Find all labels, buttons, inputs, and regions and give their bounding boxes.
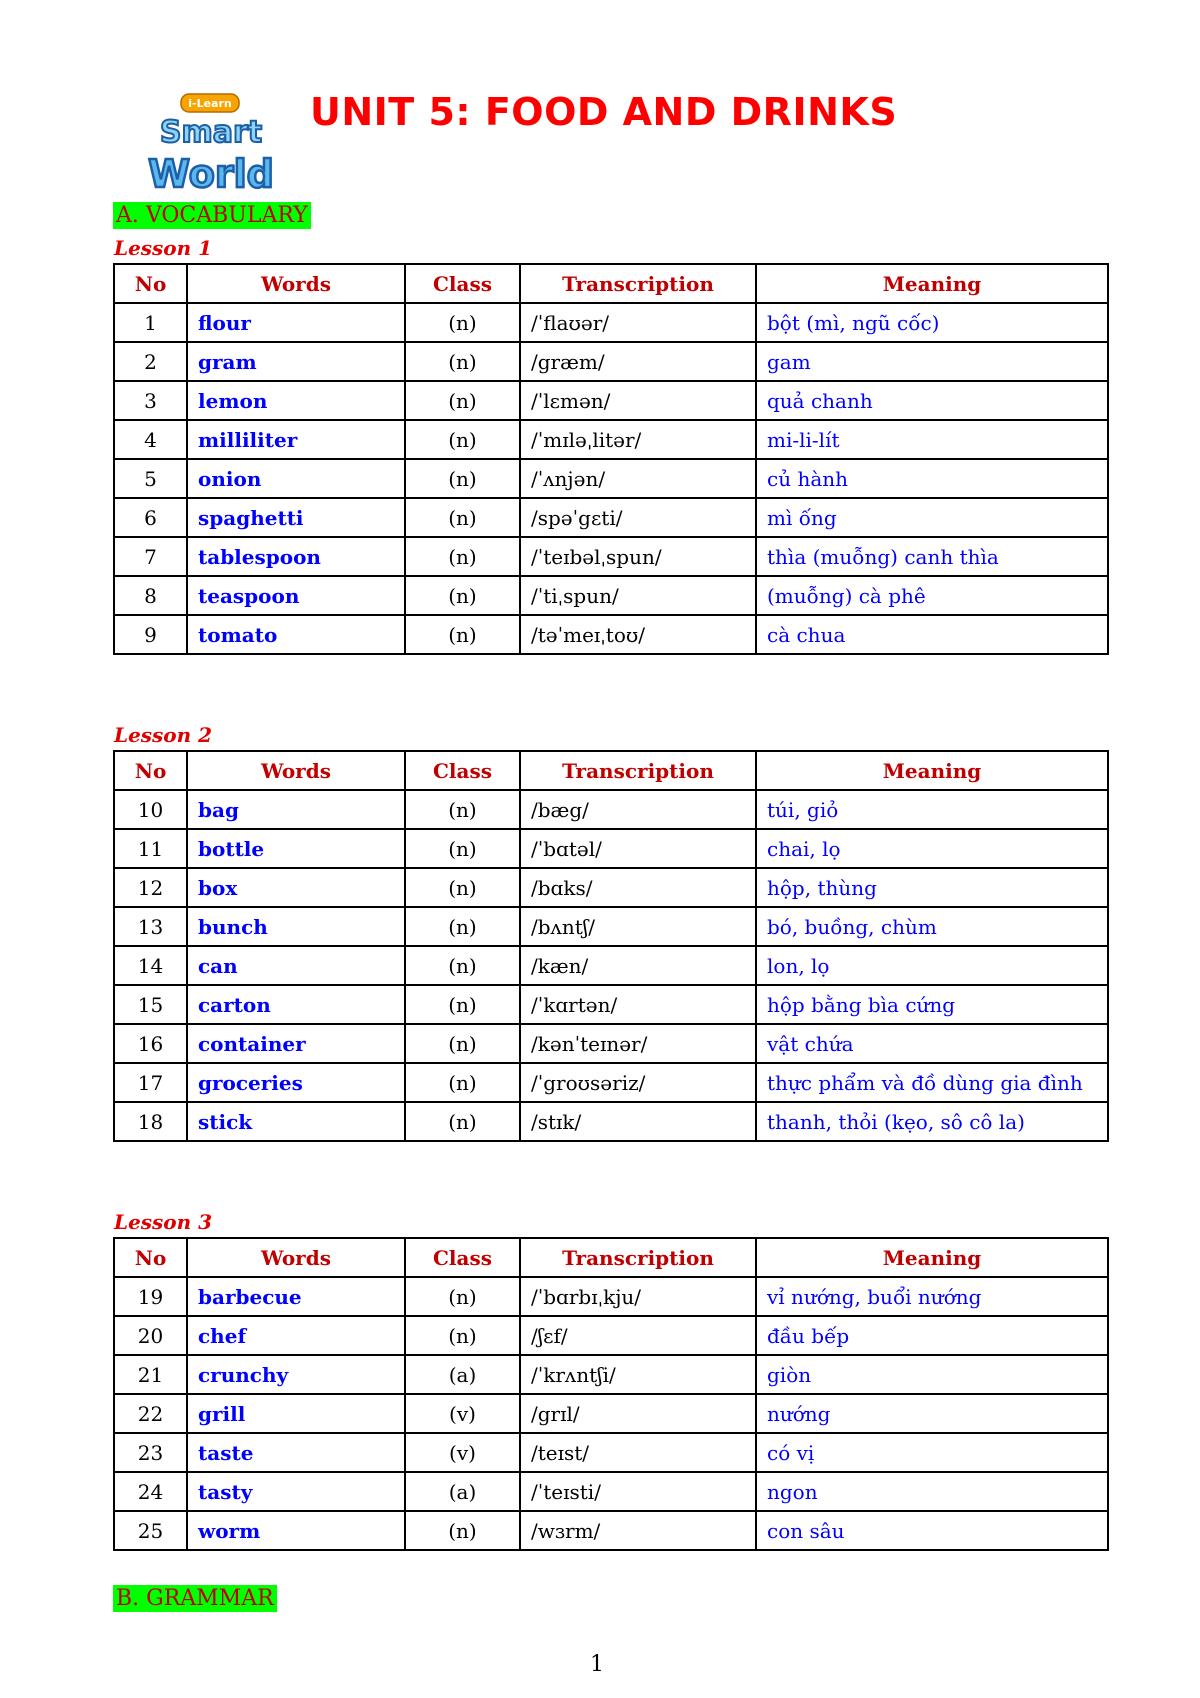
col-header-no: No (114, 264, 187, 303)
table-row (114, 1316, 1108, 1355)
cell-class: (n) (405, 342, 520, 381)
cell-transcription: /grɪl/ (520, 1394, 756, 1433)
cell-class: (n) (405, 790, 520, 829)
cell-meaning: gam (756, 342, 1108, 381)
cell-transcription: /kənˈteɪnər/ (520, 1024, 756, 1063)
cell-word: stick (187, 1102, 405, 1141)
cell-transcription: /ˈkɑrtən/ (520, 985, 756, 1024)
lesson-3-heading: Lesson 3 (114, 1210, 213, 1234)
cell-word: milliliter (187, 420, 405, 459)
cell-transcription: /ˈgroʊsəriz/ (520, 1063, 756, 1102)
section-vocabulary-heading: A. VOCABULARY (113, 202, 311, 229)
cell-word: carton (187, 985, 405, 1024)
cell-transcription: /ˈflaʊər/ (520, 303, 756, 342)
cell-no: 21 (114, 1355, 187, 1394)
cell-class: (n) (405, 1102, 520, 1141)
cell-word: barbecue (187, 1277, 405, 1316)
cell-class: (n) (405, 381, 520, 420)
cell-meaning: vật chứa (756, 1024, 1108, 1063)
cell-class: (n) (405, 498, 520, 537)
cell-transcription: /ˈlɛmən/ (520, 381, 756, 420)
vocab-table-lesson-2 (113, 750, 1109, 1142)
cell-meaning: lon, lọ (756, 946, 1108, 985)
cell-transcription: /ˈmɪləˌlitər/ (520, 420, 756, 459)
cell-class: (n) (405, 459, 520, 498)
cell-transcription: /ˈtiˌspun/ (520, 576, 756, 615)
cell-meaning: vỉ nướng, buổi nướng (756, 1277, 1108, 1316)
cell-no: 6 (114, 498, 187, 537)
cell-meaning: đầu bếp (756, 1316, 1108, 1355)
table-row (114, 1063, 1108, 1102)
cell-no: 20 (114, 1316, 187, 1355)
cell-meaning: giòn (756, 1355, 1108, 1394)
cell-class: (a) (405, 1355, 520, 1394)
cell-meaning: túi, giỏ (756, 790, 1108, 829)
table-row (114, 342, 1108, 381)
cell-word: grill (187, 1394, 405, 1433)
cell-no: 12 (114, 868, 187, 907)
cell-no: 19 (114, 1277, 187, 1316)
cell-transcription: /ˈkrʌntʃi/ (520, 1355, 756, 1394)
lesson-1-heading: Lesson 1 (114, 236, 213, 260)
col-header-meaning: Meaning (756, 751, 1108, 790)
cell-class: (v) (405, 1433, 520, 1472)
cell-meaning: nướng (756, 1394, 1108, 1433)
logo-world-text: World (148, 152, 274, 196)
cell-meaning: mi-li-lít (756, 420, 1108, 459)
cell-class: (n) (405, 420, 520, 459)
table-row (114, 1355, 1108, 1394)
cell-class: (a) (405, 1472, 520, 1511)
col-header-class: Class (405, 1238, 520, 1277)
cell-word: taste (187, 1433, 405, 1472)
cell-word: tablespoon (187, 537, 405, 576)
table-row (114, 576, 1108, 615)
col-header-class: Class (405, 264, 520, 303)
cell-word: box (187, 868, 405, 907)
cell-word: container (187, 1024, 405, 1063)
cell-class: (n) (405, 303, 520, 342)
cell-word: crunchy (187, 1355, 405, 1394)
col-header-transcription: Transcription (520, 1238, 756, 1277)
cell-word: spaghetti (187, 498, 405, 537)
cell-meaning: bó, buồng, chùm (756, 907, 1108, 946)
cell-word: tasty (187, 1472, 405, 1511)
cell-no: 14 (114, 946, 187, 985)
cell-class: (n) (405, 615, 520, 654)
cell-meaning: bột (mì, ngũ cốc) (756, 303, 1108, 342)
col-header-transcription: Transcription (520, 751, 756, 790)
table-row (114, 790, 1108, 829)
cell-class: (n) (405, 868, 520, 907)
cell-transcription: /teɪst/ (520, 1433, 756, 1472)
cell-class: (n) (405, 1316, 520, 1355)
cell-no: 25 (114, 1511, 187, 1550)
cell-no: 7 (114, 537, 187, 576)
cell-transcription: /ˈteɪsti/ (520, 1472, 756, 1511)
cell-transcription: /ˈbɑtəl/ (520, 829, 756, 868)
table-row (114, 459, 1108, 498)
cell-word: onion (187, 459, 405, 498)
cell-word: flour (187, 303, 405, 342)
cell-class: (n) (405, 1024, 520, 1063)
cell-meaning: chai, lọ (756, 829, 1108, 868)
cell-no: 1 (114, 303, 187, 342)
cell-no: 24 (114, 1472, 187, 1511)
cell-word: groceries (187, 1063, 405, 1102)
cell-transcription: /wɜrm/ (520, 1511, 756, 1550)
smart-world-logo (137, 92, 285, 204)
table-row (114, 1511, 1108, 1550)
cell-no: 13 (114, 907, 187, 946)
cell-transcription: /stɪk/ (520, 1102, 756, 1141)
cell-transcription: /spəˈgɛti/ (520, 498, 756, 537)
table-row (114, 537, 1108, 576)
cell-word: teaspoon (187, 576, 405, 615)
cell-meaning: thìa (muỗng) canh thìa (756, 537, 1108, 576)
table-row (114, 1394, 1108, 1433)
cell-meaning: (muỗng) cà phê (756, 576, 1108, 615)
cell-no: 18 (114, 1102, 187, 1141)
table-row (114, 303, 1108, 342)
cell-no: 11 (114, 829, 187, 868)
cell-word: can (187, 946, 405, 985)
cell-word: bottle (187, 829, 405, 868)
table-row (114, 1277, 1108, 1316)
cell-meaning: củ hành (756, 459, 1108, 498)
table-header-row (114, 751, 1108, 790)
cell-transcription: /kæn/ (520, 946, 756, 985)
cell-transcription: /bʌntʃ/ (520, 907, 756, 946)
col-header-meaning: Meaning (756, 264, 1108, 303)
cell-word: worm (187, 1511, 405, 1550)
cell-word: bag (187, 790, 405, 829)
cell-word: chef (187, 1316, 405, 1355)
cell-transcription: /ˈteɪbəlˌspun/ (520, 537, 756, 576)
cell-no: 22 (114, 1394, 187, 1433)
section-grammar-heading: B. GRAMMAR (113, 1585, 277, 1612)
cell-word: lemon (187, 381, 405, 420)
col-header-transcription: Transcription (520, 264, 756, 303)
cell-transcription: /ˈbɑrbɪˌkju/ (520, 1277, 756, 1316)
page-number: 1 (590, 1652, 604, 1677)
table-row (114, 946, 1108, 985)
cell-meaning: cà chua (756, 615, 1108, 654)
cell-transcription: /ʃɛf/ (520, 1316, 756, 1355)
col-header-words: Words (187, 1238, 405, 1277)
col-header-class: Class (405, 751, 520, 790)
table-row (114, 1472, 1108, 1511)
cell-no: 9 (114, 615, 187, 654)
cell-no: 3 (114, 381, 187, 420)
cell-class: (n) (405, 1277, 520, 1316)
cell-class: (n) (405, 829, 520, 868)
table-row (114, 615, 1108, 654)
table-row (114, 985, 1108, 1024)
cell-meaning: có vị (756, 1433, 1108, 1472)
cell-meaning: hộp bằng bìa cứng (756, 985, 1108, 1024)
table-row (114, 868, 1108, 907)
page-title: UNIT 5: FOOD AND DRINKS (310, 90, 898, 134)
cell-transcription: /græm/ (520, 342, 756, 381)
cell-meaning: thực phẩm và đồ dùng gia đình (756, 1063, 1108, 1102)
cell-word: gram (187, 342, 405, 381)
cell-no: 16 (114, 1024, 187, 1063)
cell-no: 2 (114, 342, 187, 381)
cell-meaning: quả chanh (756, 381, 1108, 420)
cell-class: (n) (405, 907, 520, 946)
cell-transcription: /ˈʌnjən/ (520, 459, 756, 498)
logo-smart-text: Smart (159, 115, 263, 150)
col-header-meaning: Meaning (756, 1238, 1108, 1277)
cell-meaning: con sâu (756, 1511, 1108, 1550)
table-row (114, 1433, 1108, 1472)
table-row (114, 907, 1108, 946)
cell-class: (n) (405, 985, 520, 1024)
lesson-2-heading: Lesson 2 (114, 723, 213, 747)
vocab-table-lesson-1 (113, 263, 1109, 655)
cell-class: (n) (405, 576, 520, 615)
table-row (114, 829, 1108, 868)
cell-transcription: /bæg/ (520, 790, 756, 829)
cell-transcription: /bɑks/ (520, 868, 756, 907)
cell-word: bunch (187, 907, 405, 946)
cell-no: 5 (114, 459, 187, 498)
cell-no: 4 (114, 420, 187, 459)
table-row (114, 1102, 1108, 1141)
cell-meaning: thanh, thỏi (kẹo, sô cô la) (756, 1102, 1108, 1141)
table-header-row (114, 1238, 1108, 1277)
vocab-table-lesson-3 (113, 1237, 1109, 1551)
cell-meaning: hộp, thùng (756, 868, 1108, 907)
cell-class: (n) (405, 946, 520, 985)
table-row (114, 420, 1108, 459)
logo-tag-text: i-Learn (188, 97, 232, 110)
cell-no: 15 (114, 985, 187, 1024)
cell-no: 23 (114, 1433, 187, 1472)
col-header-no: No (114, 751, 187, 790)
cell-no: 17 (114, 1063, 187, 1102)
cell-no: 8 (114, 576, 187, 615)
table-row (114, 1024, 1108, 1063)
table-row (114, 498, 1108, 537)
col-header-words: Words (187, 264, 405, 303)
cell-class: (n) (405, 537, 520, 576)
cell-no: 10 (114, 790, 187, 829)
col-header-words: Words (187, 751, 405, 790)
cell-meaning: mì ống (756, 498, 1108, 537)
cell-class: (n) (405, 1063, 520, 1102)
cell-class: (n) (405, 1511, 520, 1550)
cell-transcription: /təˈmeɪˌtoʊ/ (520, 615, 756, 654)
cell-class: (v) (405, 1394, 520, 1433)
cell-word: tomato (187, 615, 405, 654)
table-row (114, 381, 1108, 420)
cell-meaning: ngon (756, 1472, 1108, 1511)
table-header-row (114, 264, 1108, 303)
col-header-no: No (114, 1238, 187, 1277)
